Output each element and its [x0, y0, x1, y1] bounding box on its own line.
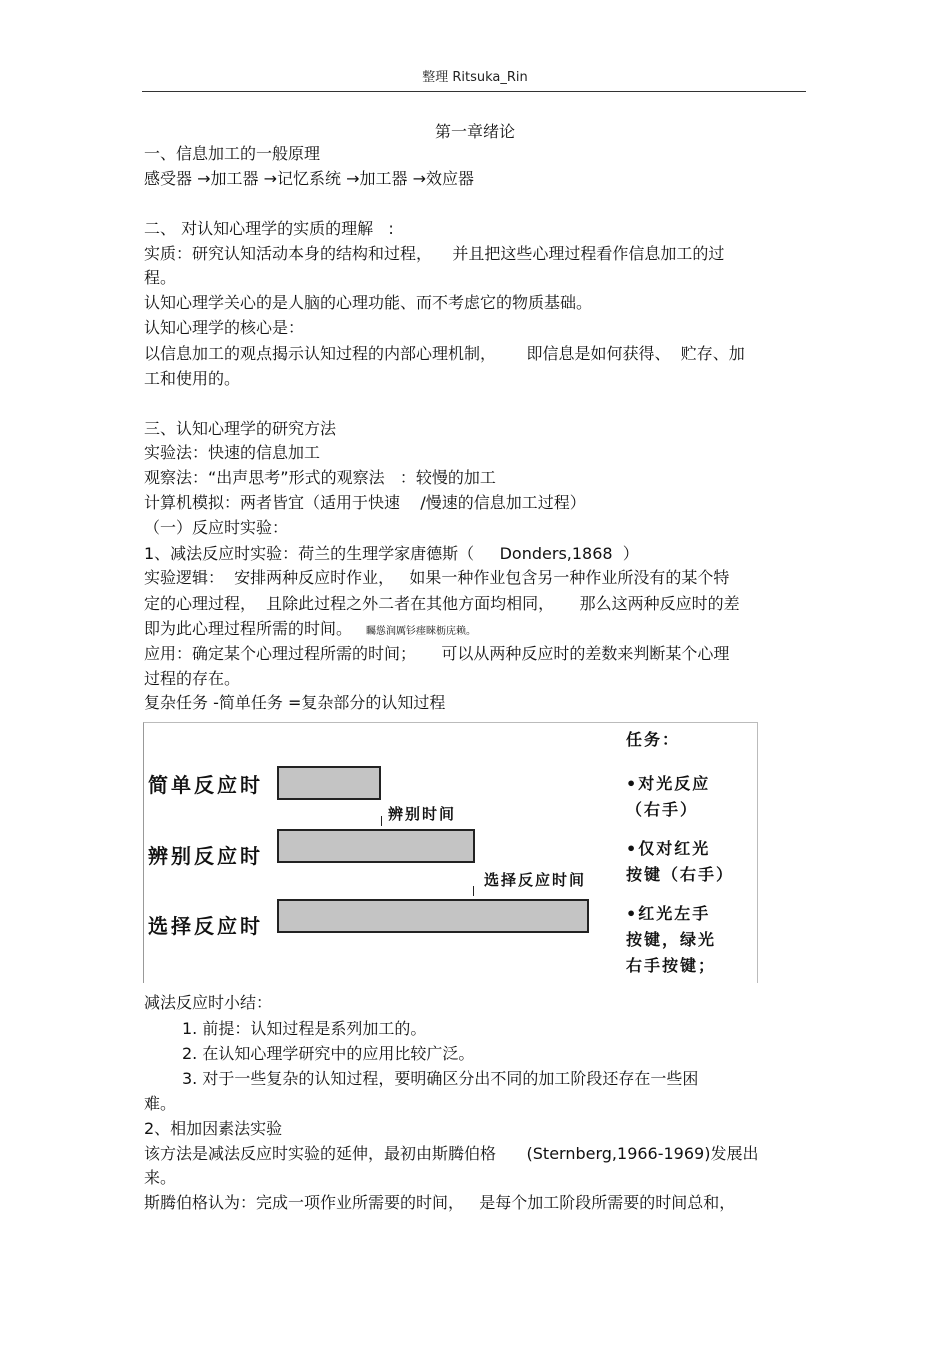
- task-line: •红光左手: [626, 904, 711, 923]
- bar-discrimination: [277, 829, 475, 863]
- task-line: 右手按键；: [626, 956, 717, 975]
- text-line: 实质：研究认知活动本身的结构和过程， 并且把这些心理过程看作信息加工的过: [144, 244, 725, 263]
- chapter-title: 第一章绪论: [434, 122, 515, 141]
- text-line: 减法反应时小结：: [144, 993, 273, 1012]
- rt-label-choice: 选择反应时: [148, 914, 263, 938]
- text-line: 难。: [144, 1094, 177, 1113]
- task-line: 按键（右手）: [626, 865, 735, 884]
- task-line: （右手）: [626, 800, 699, 819]
- task-line: •对光反应: [626, 774, 711, 793]
- bar-simple: [277, 766, 381, 800]
- text-line: 认知心理学关心的是人脑的心理功能、而不考虑它的物质基础。: [144, 293, 593, 312]
- list-item: 3. 对于一些复杂的认知过程，要明确区分出不同的加工阶段还存在一些困: [182, 1069, 699, 1088]
- rt-label-simple: 简单反应时: [148, 773, 263, 797]
- list-item: 1. 前提：认知过程是系列加工的。: [182, 1019, 427, 1038]
- small-note: 矚慫润厲钐瘗睞枥庑赖。: [366, 626, 477, 637]
- bracket-tick: [473, 886, 474, 896]
- text-line: 1、减法反应时实验：荷兰的生理学家唐德斯（ Donders,1868 ）: [144, 544, 639, 563]
- text-line: 观察法：“出声思考”形式的观察法 ：较慢的加工: [144, 468, 496, 487]
- reaction-time-figure: [143, 722, 758, 983]
- text-line: 斯腾伯格认为：完成一项作业所需要的时间， 是每个加工阶段所需要的时间总和，: [144, 1193, 736, 1212]
- section-heading-1: 一、信息加工的一般原理: [144, 144, 321, 163]
- text-line: 实验法：快速的信息加工: [144, 443, 321, 462]
- task-title: 任务：: [626, 730, 681, 749]
- section-heading-4: 2、相加因素法实验: [144, 1119, 283, 1138]
- rt-label-discrimination: 辨别反应时: [148, 844, 263, 868]
- text-line: 定的心理过程， 且除此过程之外二者在其他方面均相同， 那么这两种反应时的差: [144, 594, 740, 613]
- bracket-label-discrimination: 辨别时间: [388, 805, 457, 823]
- text-line: 认知心理学的核心是：: [144, 318, 305, 337]
- text-line: 感受器 →加工器 →记忆系统 →加工器 →效应器: [144, 169, 474, 188]
- text-line: 计算机模拟：两者皆宜（适用于快速 /慢速的信息加工过程）: [144, 493, 586, 512]
- bar-choice: [277, 899, 589, 933]
- header-rule: [142, 91, 806, 92]
- text-line: 该方法是减法反应时实验的延伸，最初由斯腾伯格 (Sternberg,1966-1969)发展出: [144, 1144, 759, 1163]
- section-heading-2: 二、 对认知心理学的实质的理解 :: [144, 219, 394, 238]
- bracket-label-choice: 选择反应时间: [484, 871, 587, 889]
- page-header: 整理 Ritsuka_Rin: [422, 70, 528, 85]
- text-line: 复杂任务 -简单任务 =复杂部分的认知过程: [144, 693, 446, 712]
- text-line: 即为此心理过程所需的时间。 矚慫润厲钐瘗睞枥庑赖。: [144, 619, 477, 638]
- text-line: 实验逻辑： 安排两种反应时作业， 如果一种作业包含另一种作业所没有的某个特: [144, 568, 730, 587]
- list-item: 2. 在认知心理学研究中的应用比较广泛。: [182, 1044, 475, 1063]
- task-line: 按键，绿光: [626, 930, 717, 949]
- text-line: 来。: [144, 1168, 177, 1187]
- text-line: 以信息加工的观点揭示认知过程的内部心理机制， 即信息是如何获得、 贮存、加: [144, 344, 745, 363]
- text-line: 应用：确定某个心理过程所需的时间； 可以从两种反应时的差数来判断某个心理: [144, 644, 730, 663]
- subsection-heading: （一）反应时实验：: [144, 518, 289, 537]
- text-line: 过程的存在。: [144, 669, 241, 688]
- text-line: 程。: [144, 268, 177, 287]
- text-line: 工和使用的。: [144, 369, 241, 388]
- task-line: •仅对红光: [626, 839, 711, 858]
- bracket-tick: [381, 816, 382, 826]
- section-heading-3: 三、认知心理学的研究方法: [144, 419, 337, 438]
